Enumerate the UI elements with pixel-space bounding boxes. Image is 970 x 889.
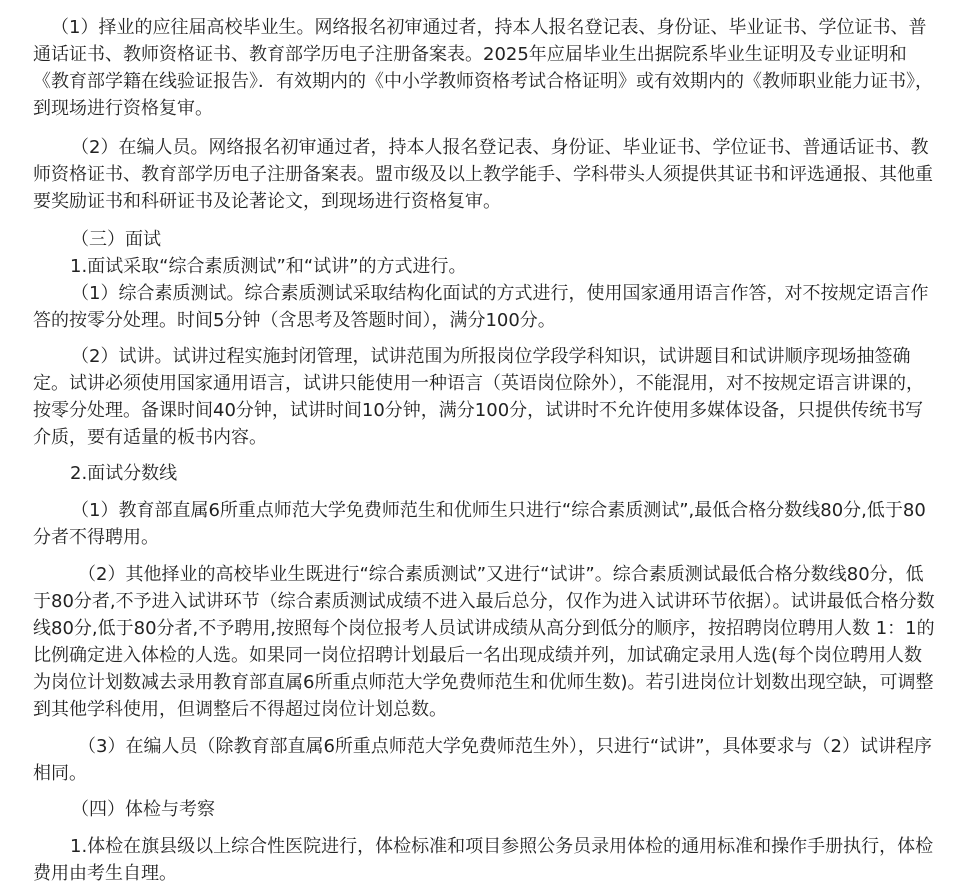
paragraph-comprehensive-test: （1）综合素质测试。综合素质测试采取结构化面试的方式进行，使用国家通用语言作答，对不按规定语言作答的按零分处理。时间5分钟（含思考及答题时间），满分100分。 [33, 283, 929, 331]
paragraph-score-line-staff: （3）在编人员（除教育部直属6所重点师范大学免费师范生外），只进行“试讲”，具体要求与（2）试讲程序相同。 [33, 736, 933, 784]
paragraph-trial-lecture: （2）试讲。试讲过程实施封闭管理，试讲范围为所报岗位学段学科知识，试讲题目和试讲顺序现场抽签确定。试讲必须使用国家通用语言，试讲只能使用一种语言（英语岗位除外），不能混用，对不按规定语言讲课的，按零分处理。备课时间40分钟，试讲时间10分钟，满分100分，试讲时不允许使用多媒体设备，只提供传统书写介质，要有适量的板书内容。 [33, 346, 924, 448]
paragraph-interview-method: 1.面试采取“综合素质测试”和“试讲”的方式进行。 [70, 256, 467, 277]
paragraph-medical-check: 1.体检在旗县级以上综合性医院进行，体检标准和项目参照公务员录用体检的通用标准和操作手册执行，体检费用由考生自理。 [33, 836, 934, 884]
document-body [33, 14, 937, 887]
section-heading-interview: （三）面试 [71, 229, 161, 250]
paragraph-score-line-free-normal-students: （1）教育部直属6所重点师范大学免费师范生和优师生只进行“综合素质测试”,最低合格分数线80分,低于80分者不得聘用。 [33, 500, 926, 548]
section-heading-medical-check: （四）体检与考察 [71, 799, 215, 820]
subheading-interview-score-line: 2.面试分数线 [70, 463, 178, 484]
paragraph-graduates-requirements: （1）择业的应往届高校毕业生。网络报名初审通过者，持本人报名登记表、身份证、毕业证书、学位证书、普通话证书、教师资格证书、教育部学历电子注册备案表。2025年应届毕业生出据院系毕业生证明及专业证明和《教育部学籍在线验证报告》．有效期内的《中小学教师资格考试合格证明》或有效期内的《教师职业能力证书》，到现场进行资格复审。 [33, 17, 933, 119]
paragraph-staff-requirements: （2）在编人员。网络报名初审通过者，持本人报名登记表、身份证、毕业证书、学位证书、普通话证书、教师资格证书、教育部学历电子注册备案表。盟市级及以上教学能手、学科带头人须提供其证书和评选通报、其他重要奖励证书和科研证书及论著论文，到现场进行资格复审。 [33, 137, 933, 212]
paragraph-score-line-other-graduates: （2）其他择业的高校毕业生既进行“综合素质测试”又进行“试讲”。综合素质测试最低合格分数线80分，低于80分者,不予进入试讲环节（综合素质测试成绩不进入最后总分，仅作为进入试讲环节依据）。试讲最低合格分数线80分,低于80分者,不予聘用,按照每个岗位报考人员试讲成绩从高分到低分的顺序，按招聘岗位聘用人数 1：1的比例确定进入体检的人选。如果同一岗位招聘计划最后一名出现成绩并列，加试确定录用人选(每个岗位聘用人数为岗位计划数减去录用教育部直属6所重点师范大学免费师范生和优师生数)。若引进岗位计划数出现空缺，可调整到其他学科使用，但调整后不得超过岗位计划总数。 [33, 564, 935, 720]
